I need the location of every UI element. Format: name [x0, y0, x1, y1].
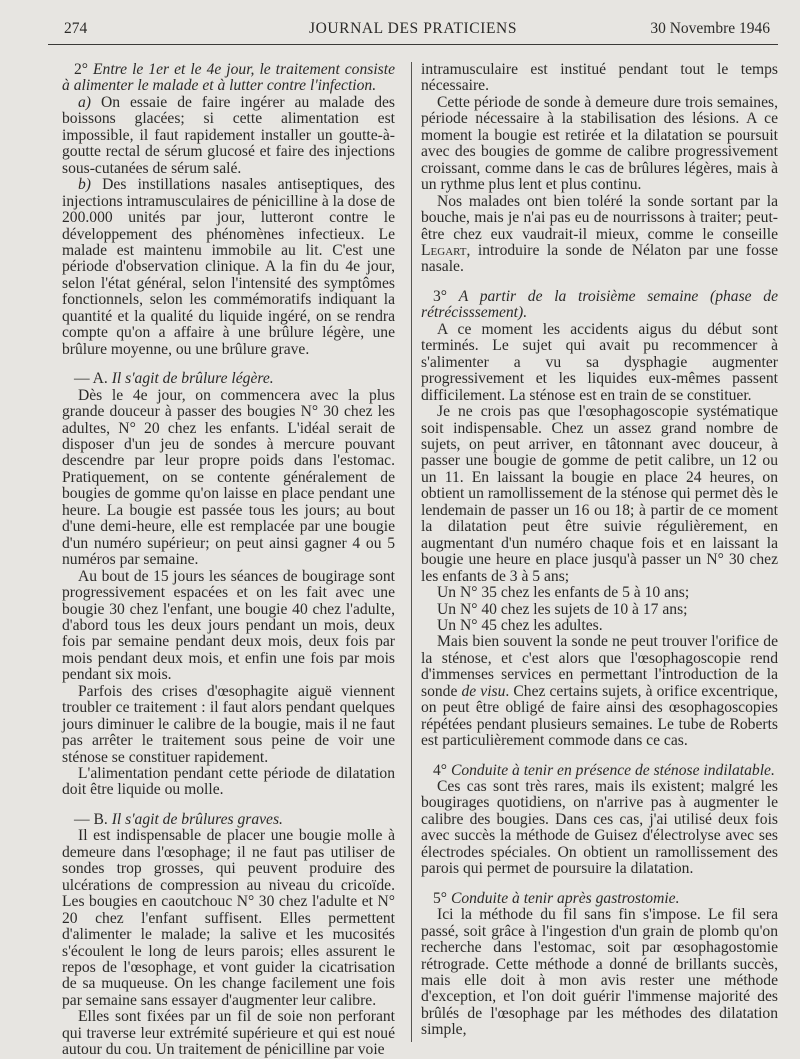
subsection-b-title: Il s'agit de brûlures graves. — [111, 810, 283, 828]
subsection-a-paragraph-1: Dès le 4e jour, on commencera avec la plus grande douceur à passer des bougies N° 30 chez les adultes, N° 20 chez les enfants. L'idéal serait de disposer d'un jeu de sondes à mercure pouvant descendre par leur propre poids dans l'estomac. Pratiquement, on se contente généralement de bougies de gomme qu'on laisse en place pendant une heure. La bougie est passée tous les jours; au bout d'une demi-heure, elle est remplacée par une bougie d'un numéro supérieur; on peut ainsi gagner 4 ou 5 numéros par semaine. — [62, 386, 395, 569]
paragraph-b — [62, 177, 395, 358]
section-3-heading — [421, 289, 778, 322]
paragraph-b-marker: b) — [78, 176, 103, 194]
paragraph-a-marker: a) — [78, 93, 101, 111]
section-2-number: 2° — [74, 61, 94, 78]
section-4-paragraph-1: Ces cas sont très rares, mais ils existent; malgré les bougirages quotidiens, on n'arrive pas à augmenter le calibre des bougies. Dans ces cas, j'ai utilisé deux fois avec succès la méthode de Guisez d'électrolyse avec ses électrodes spéciales. On obtient un ramollissement des parois qui permet de poursuire la dilatation. — [421, 778, 778, 878]
section-4-title: Conduite à tenir en présence de sténose indilatable. — [450, 761, 775, 779]
oesophagoscopie-text-end: . Chez certains sujets, à orifice excentrique, on peut être obligé de faire ainsi des œsophagoscopies répétées pendant plusieurs semaines. Le tube de Roberts est particulièrement commode dans ce cas. — [421, 682, 778, 750]
subsection-a-heading — [62, 371, 395, 387]
section-3-paragraph-3 — [421, 634, 778, 749]
paragraph-a-text: On essaie de faire ingérer au malade des boissons glacées; si cette alimentation est impossible, il faut rapidement installer un goutte-à-goutte rectal de sérum glucosé et faire des injections sous-cutanées de sérum salé. — [62, 93, 396, 177]
section-5-heading — [421, 891, 778, 907]
nourrissons-text-end: , introduire la sonde de Nélaton par une fosse nasale. — [421, 241, 778, 276]
list-item: Un N° 35 chez les enfants de 5 à 10 ans; — [437, 584, 690, 602]
subsection-b-prefix: — B. — [74, 810, 112, 828]
subsection-a-prefix: — A. — [74, 370, 112, 388]
subsection-b-heading — [62, 812, 395, 828]
section-3-title: A partir de la troisième semaine (phase de rétrécisssement). — [421, 287, 779, 322]
author-name: Legart — [421, 241, 467, 259]
continued-paragraph: intramusculaire est institué pendant tout le temps nécessaire. — [421, 61, 778, 95]
de-visu-term: de visu — [461, 682, 506, 700]
section-2-title: Entre le 1er et le 4e jour, le traitement consiste à alimenter le malade et à lutter contre l'infection. — [62, 61, 396, 95]
section-3-paragraph-2: Je ne crois pas que l'œsophagoscopie systématique soit indispensable. Chez un assez grand nombre de sujets, on peut arriver, en tâtonnant avec douceur, à passer une bougie de gomme de petit calibre, un 12 ou un 11. En laissant la bougie en place 24 heures, on obtient un ramollissement de la sténose qui permet dès le lendemain de passer un 16 ou 18; à partir de ce moment la dilatation peut être suivie régulièrement, en augmentant d'un numéro chaque fois et en laissant la bougie une heure en place jusqu'à passer un N° 30 chez les enfants de 3 à 5 ans; — [421, 403, 778, 585]
section-3-number: 3° — [433, 287, 459, 305]
right-column — [421, 62, 778, 1039]
left-column — [62, 62, 395, 1059]
journal-title: JOURNAL DES PRATICIENS — [308, 20, 518, 37]
paragraph-a — [62, 95, 395, 177]
nourrissons-paragraph — [421, 194, 778, 276]
issue-date: 30 Novembre 1946 — [650, 20, 770, 37]
subsection-a-title: Il s'agit de brûlure légère. — [111, 370, 274, 388]
column-divider — [411, 62, 412, 1042]
sonde-period-paragraph: Cette période de sonde à demeure dure trois semaines, période nécessaire à la stabilisation des lésions. A ce moment la bougie est retirée et la dilatation se poursuit avec des bougies de gomme de calibre progressivement croissant, comme dans le cas de brûlures légères, mais à un rythme plus lent et plus continu. — [421, 93, 778, 194]
subsection-a-paragraph-3: Parfois des crises d'œsophagite aiguë viennent troubler ce traitement : il faut alors pendant quelques jours diminuer le calibre de la bougie, mais il ne faut pas arrêter le traitement sous peine de voir une sténose se constituer rapidement. — [62, 682, 395, 766]
subsection-b-paragraph-2: Elles sont fixées par un fil de soie non perforant qui traverse leur extrémité supérieure et qui est noué autour du cou. Un traitement de pénicilline par voie — [62, 1008, 395, 1059]
section-5-number: 5° — [433, 889, 451, 907]
subsection-b-paragraph-1: Il est indispensable de placer une bougie molle à demeure dans l'œsophage; il ne faut pas utiliser de sondes trop grosses, qui peuvent produire des ulcérations de compression au niveau du cricoïde. Les bougies en caoutchouc N° 30 chez l'adulte et N° 20 chez l'enfant suffisent. Elles permettent d'alimenter le malade; la salive et les mucosités s'écoulent le long de leurs parois; elles assurent le repos de l'œsophage, et vont guider la cicatrisation de sa muqueuse. On les change facilement une fois par semaine sans essayer d'augmenter leur calibre. — [62, 827, 395, 1009]
list-item: Un N° 45 chez les adultes. — [437, 616, 603, 634]
subsection-a-paragraph-4: L'alimentation pendant cette période de dilatation doit être liquide ou molle. — [62, 765, 395, 799]
page-number: 274 — [64, 20, 88, 37]
list-item: Un N° 40 chez les sujets de 10 à 17 ans; — [437, 600, 688, 618]
section-5-title: Conduite à tenir après gastrostomie. — [450, 889, 680, 907]
page-header — [48, 16, 778, 45]
section-3-paragraph-1: A ce moment les accidents aigus du début sont terminés. Le sujet qui avait pu recommencer à s'alimenter a vu sa dysphagie augmenter progressivement et les liquides eux-mêmes passent difficilement. La sténose est en train de se constituer. — [421, 320, 778, 404]
paragraph-b-text: Des instillations nasales antiseptiques, des injections intramusculaires de pénicilline à la dose de 200.000 unités par jour, lutteront contre le développement des phénomènes infectieux. Le malade est maintenu immobile au lit. C'est une période d'observation clinique. A la fin du 4e jour, selon l'état général, selon l'intensité des symptômes fonctionnels, selon les commémoratifs indiquant la quantité et la qualité du liquide ingéré, on se rendra compte qu'on a affaire à une brûlure légère, une brûlure moyenne, ou une brûlure grave. — [62, 176, 396, 358]
section-5-paragraph-1: Ici la méthode du fil sans fin s'impose. Le fil sera passé, soit grâce à l'ingestion d'un grain de plomb qu'on recherche dans l'estomac, soit par œsophagostomie rétrograde. Cette méthode a donné de brillants succès, mais elle doit à mon avis rester une méthode d'exception, et l'on doit guérir l'immense majorité des brûlés de l'œsophage par les méthodes des dilatation simple, — [421, 906, 778, 1039]
section-4-number: 4° — [433, 761, 451, 779]
section-2-heading — [62, 62, 395, 95]
oesophagoscopie-text-start: Mais bien souvent la sonde ne peut trouver l'orifice de la sténose, et c'est alors que l'œsophagoscopie rend d'immenses services en permettant l'introduction de la sonde — [421, 633, 778, 700]
nourrissons-text-start: Nos malades ont bien toléré la sonde sortant par la bouche, mais je n'ai pas eu de nourrissons à traiter; peut-être chez eux vaudrait-il mieux, comme le conseille — [421, 192, 778, 243]
subsection-a-paragraph-2: Au bout de 15 jours les séances de bougirage sont progressivement espacées et on les fait avec une bougie 30 chez l'enfant, une bougie 40 chez l'adulte, d'abord tous les deux jours pendant un mois, deux fois par semaine pendant deux mois, deux fois par mois pendant deux mois, et enfin une fois par mois pendant six mois. — [62, 567, 395, 684]
section-4-heading — [421, 763, 778, 779]
